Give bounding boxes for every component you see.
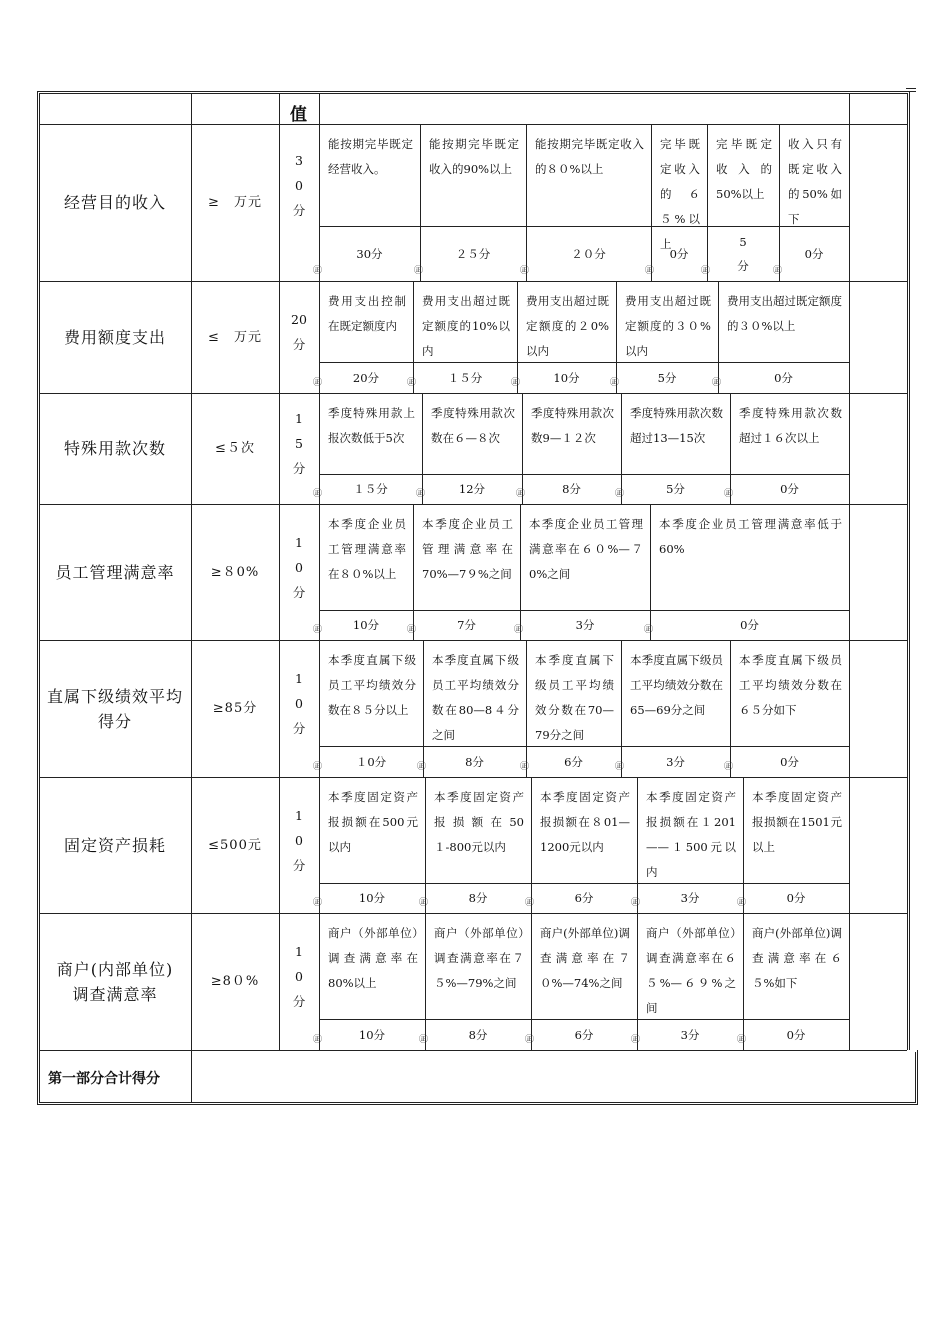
score-cell: 0分 xyxy=(780,482,799,496)
score-cell: 3分 xyxy=(575,618,595,632)
table-rule xyxy=(915,1052,916,1103)
score-cell: 0分 xyxy=(804,246,824,261)
table-rule xyxy=(849,913,850,1050)
marker-symbol: ㊣ xyxy=(525,1035,535,1045)
criteria-cell: 季度特殊用款次数超过13—15次 xyxy=(630,406,723,445)
criteria-cell: 费用支出超过既定额度的３０%以内 xyxy=(625,294,711,358)
score-cell: 6分 xyxy=(574,1027,594,1042)
criteria-cell: 本季度直属下级员工平均绩效分数在70—79分之间 xyxy=(535,653,614,742)
criteria-cell: 季度特殊用款次数在６—８次 xyxy=(431,406,515,445)
criteria-cell: 本季度固定资产报损额在８01—1200元以内 xyxy=(540,790,630,854)
marker-symbol: ㊣ xyxy=(313,378,323,388)
marker-symbol: ㊣ xyxy=(514,625,524,635)
criteria-cell: 本季度企业员工管理满意率在８０%以上 xyxy=(328,517,406,581)
table-rule xyxy=(906,91,916,92)
marker-symbol: ㊣ xyxy=(407,378,417,388)
header-value-label: 值 xyxy=(290,105,307,125)
marker-symbol: ㊣ xyxy=(313,898,323,908)
marker-symbol: ㊣ xyxy=(407,625,417,635)
criteria-cell: 本季度直属下级员工平均绩效分数在65—69分之间 xyxy=(630,653,723,717)
score-cell: 0分 xyxy=(669,246,689,261)
table-rule xyxy=(37,1104,917,1105)
standard-cell: ≤５次 xyxy=(215,441,255,456)
score-cell: ２５分 xyxy=(455,246,491,261)
marker-symbol: ㊣ xyxy=(313,489,323,499)
table-rule xyxy=(39,1102,915,1103)
score-cell: １５分 xyxy=(353,482,388,496)
criteria-cell: 商户（外部单位）调查满意率在７５%—79%之间 xyxy=(434,926,524,990)
criteria-cell: 完毕既定收入的50%以上 xyxy=(716,137,772,201)
table-rule xyxy=(39,93,907,94)
table-rule xyxy=(621,640,622,746)
table-rule xyxy=(531,913,532,1019)
score-cell: 8分 xyxy=(468,1027,488,1042)
criteria-cell: 本季度企业员工管理满意率低于60% xyxy=(659,517,842,556)
category-cell: 商户(内部单位) 调查满意率 xyxy=(56,959,174,1004)
standard-cell: ≥ 万元 xyxy=(208,195,262,210)
standard-cell: ≤ 万元 xyxy=(208,329,262,345)
table-rule xyxy=(849,640,850,777)
table-rule xyxy=(650,504,651,610)
score-cell: 10分 xyxy=(352,618,380,632)
score-cell: 5分 xyxy=(666,482,685,496)
score-cell: 20分 xyxy=(352,370,380,385)
marker-symbol: ㊣ xyxy=(419,898,429,908)
score-cell: 3分 xyxy=(680,891,700,905)
table-rule xyxy=(743,777,744,883)
table-rule xyxy=(413,504,414,610)
criteria-cell: 季度特殊用款次数超过１６次以上 xyxy=(739,406,842,445)
table-rule xyxy=(520,504,521,610)
score-cell: 10分 xyxy=(553,370,580,385)
table-rule xyxy=(279,93,280,124)
score-cell: 0分 xyxy=(774,370,793,385)
table-rule xyxy=(526,640,527,746)
table-rule xyxy=(779,124,780,226)
score-cell: １５分 xyxy=(447,370,483,385)
marker-symbol: ㊣ xyxy=(313,1035,323,1045)
table-rule xyxy=(526,124,527,226)
table-rule xyxy=(849,393,850,504)
marker-symbol: ㊣ xyxy=(610,378,620,388)
criteria-cell: 本季度企业员工管理满意率在70%—7９%之间 xyxy=(422,517,513,581)
marker-symbol: ㊣ xyxy=(712,378,722,388)
standard-cell: ≥8０% xyxy=(210,974,260,989)
weight-cell: 1 0 分 xyxy=(292,534,306,600)
marker-symbol: ㊣ xyxy=(419,1035,429,1045)
table-rule xyxy=(425,777,426,883)
marker-symbol: ㊣ xyxy=(416,489,426,499)
score-cell: 8分 xyxy=(465,754,484,769)
category-cell: 经营目的收入 xyxy=(63,193,166,212)
criteria-cell: 商户(外部单位)调查满意率在６５%如下 xyxy=(752,926,842,990)
weight-cell: 1 0 分 xyxy=(292,670,306,736)
marker-symbol: ㊣ xyxy=(615,762,625,772)
marker-symbol: ㊣ xyxy=(645,266,655,276)
weight-cell: 1 0 分 xyxy=(292,943,306,1009)
score-cell: 6分 xyxy=(564,754,583,769)
criteria-cell: 能按期完毕既定经营收入。 xyxy=(328,137,413,176)
marker-symbol: ㊣ xyxy=(631,898,641,908)
weight-cell: 1 5 分 xyxy=(292,411,306,476)
table-rule xyxy=(849,124,850,281)
marker-symbol: ㊣ xyxy=(511,378,521,388)
score-cell: 10分 xyxy=(358,891,386,905)
score-cell: 0分 xyxy=(786,891,806,905)
table-rule xyxy=(37,91,909,92)
score-cell: 5 分 xyxy=(737,234,749,273)
criteria-cell: 商户（外部单位）调查满意率在６５%—６９%之间 xyxy=(646,926,736,1015)
weight-cell: 3 0 分 xyxy=(292,152,306,218)
criteria-cell: 季度特殊用款上报次数低于5次 xyxy=(328,406,415,445)
marker-symbol: ㊣ xyxy=(631,1035,641,1045)
marker-symbol: ㊣ xyxy=(773,266,783,276)
criteria-cell: 本季度直属下级员工平均绩效分数在８５分以上 xyxy=(328,653,416,717)
category-cell: 固定资产损耗 xyxy=(63,835,166,855)
table-rule xyxy=(39,1050,907,1051)
table-rule xyxy=(743,913,744,1019)
table-rule xyxy=(531,777,532,883)
table-rule xyxy=(517,281,518,362)
criteria-cell: 费用支出控制在既定额度内 xyxy=(328,294,406,333)
marker-symbol: ㊣ xyxy=(313,625,323,635)
score-cell: ２０分 xyxy=(571,246,606,261)
table-rule xyxy=(849,504,850,640)
criteria-cell: 费用支出超过既定额度的３０%以上 xyxy=(727,294,842,333)
marker-symbol: ㊣ xyxy=(417,762,427,772)
criteria-cell: 本季度企业员工管理满意率在６０%—７0%之间 xyxy=(529,517,643,581)
criteria-cell: 收入只有既定收入的50%如下 xyxy=(788,137,842,226)
criteria-cell: 本季度直属下级员工平均绩效分数在80—8４分之间 xyxy=(432,653,519,742)
table-rule xyxy=(906,88,916,89)
standard-cell: ≤500元 xyxy=(208,837,262,853)
criteria-cell: 完毕既定收入的６５%以上 xyxy=(660,137,700,251)
table-rule xyxy=(319,93,320,124)
marker-symbol: ㊣ xyxy=(724,762,734,772)
table-rule xyxy=(909,91,910,1050)
criteria-cell: 本季度固定资产报损额在50１-800元以内 xyxy=(434,790,524,854)
score-cell: 0分 xyxy=(780,754,799,769)
category-cell: 员工管理满意率 xyxy=(55,562,175,582)
category-cell: 特殊用款次数 xyxy=(63,439,166,458)
score-cell: 8分 xyxy=(562,482,581,496)
table-rule xyxy=(191,1050,192,1102)
criteria-cell: 商户（外部单位）调查满意率在80%以上 xyxy=(328,926,418,990)
table-rule xyxy=(730,393,731,474)
table-rule xyxy=(616,281,617,362)
marker-symbol: ㊣ xyxy=(525,898,535,908)
weight-cell: 20 分 xyxy=(291,311,307,352)
table-rule xyxy=(907,93,908,1050)
table-rule xyxy=(425,913,426,1019)
criteria-cell: 费用支出超过既定额度的２0%以内 xyxy=(526,294,609,358)
table-rule xyxy=(651,124,652,226)
marker-symbol: ㊣ xyxy=(313,266,323,276)
table-rule xyxy=(849,93,850,124)
criteria-cell: 本季度固定资产报损额在500元以内 xyxy=(328,790,418,854)
standard-cell: ≥85分 xyxy=(212,701,258,716)
weight-cell: 1 0 分 xyxy=(292,807,306,873)
marker-symbol: ㊣ xyxy=(701,266,711,276)
marker-symbol: ㊣ xyxy=(615,489,625,499)
table-rule xyxy=(522,393,523,474)
score-cell: １0分 xyxy=(355,754,387,769)
table-rule xyxy=(849,777,850,913)
table-rule xyxy=(917,1050,918,1105)
table-rule xyxy=(191,93,192,124)
table-rule xyxy=(413,281,414,362)
marker-symbol: ㊣ xyxy=(724,489,734,499)
table-rule xyxy=(730,640,731,746)
score-cell: 3分 xyxy=(680,1027,700,1042)
criteria-cell: 本季度固定资产报损额在1501元以上 xyxy=(752,790,842,854)
total-score-label: 第一部分合计得分 xyxy=(48,1071,160,1087)
criteria-cell: 能按期完毕既定收入的90%以上 xyxy=(429,137,519,176)
criteria-cell: 能按期完毕既定收入的８０%以上 xyxy=(535,137,644,176)
marker-symbol: ㊣ xyxy=(737,898,747,908)
table-rule xyxy=(637,913,638,1019)
marker-symbol: ㊣ xyxy=(414,266,424,276)
table-rule xyxy=(707,124,708,226)
score-cell: 6分 xyxy=(574,891,594,905)
marker-symbol: ㊣ xyxy=(644,625,654,635)
marker-symbol: ㊣ xyxy=(737,1035,747,1045)
criteria-cell: 季度特殊用款次数9—１２次 xyxy=(531,406,614,445)
score-cell: 8分 xyxy=(468,891,488,905)
score-cell: 0分 xyxy=(740,618,759,632)
criteria-cell: 商户(外部单位)调查满意率在７０%—74%之间 xyxy=(540,926,630,990)
criteria-cell: 费用支出超过既定额度的10%以内 xyxy=(422,294,510,358)
score-cell: 3分 xyxy=(666,754,685,769)
score-cell: 0分 xyxy=(786,1027,806,1042)
marker-symbol: ㊣ xyxy=(313,762,323,772)
score-cell: 7分 xyxy=(457,618,476,632)
category-cell: 费用额度支出 xyxy=(63,327,166,347)
marker-symbol: ㊣ xyxy=(520,762,530,772)
marker-symbol: ㊣ xyxy=(520,266,530,276)
score-cell: 30分 xyxy=(356,246,383,261)
table-rule xyxy=(420,124,421,226)
marker-symbol: ㊣ xyxy=(516,489,526,499)
table-rule xyxy=(39,93,40,1103)
table-rule xyxy=(621,393,622,474)
standard-cell: ≥８0% xyxy=(210,564,260,580)
table-rule xyxy=(422,393,423,474)
table-rule xyxy=(718,281,719,362)
score-cell: 12分 xyxy=(458,482,486,496)
table-rule xyxy=(423,640,424,746)
table-rule xyxy=(37,91,38,1105)
criteria-cell: 本季度固定资产报损额在１201——１500元以内 xyxy=(646,790,736,879)
score-cell: 10分 xyxy=(358,1027,386,1042)
table-rule xyxy=(849,281,850,393)
score-cell: 5分 xyxy=(657,370,677,385)
criteria-cell: 本季度直属下级员工平均绩效分数在６５分如下 xyxy=(739,653,842,717)
table-rule xyxy=(637,777,638,883)
category-cell: 直属下级绩效平均得分 xyxy=(46,686,183,731)
